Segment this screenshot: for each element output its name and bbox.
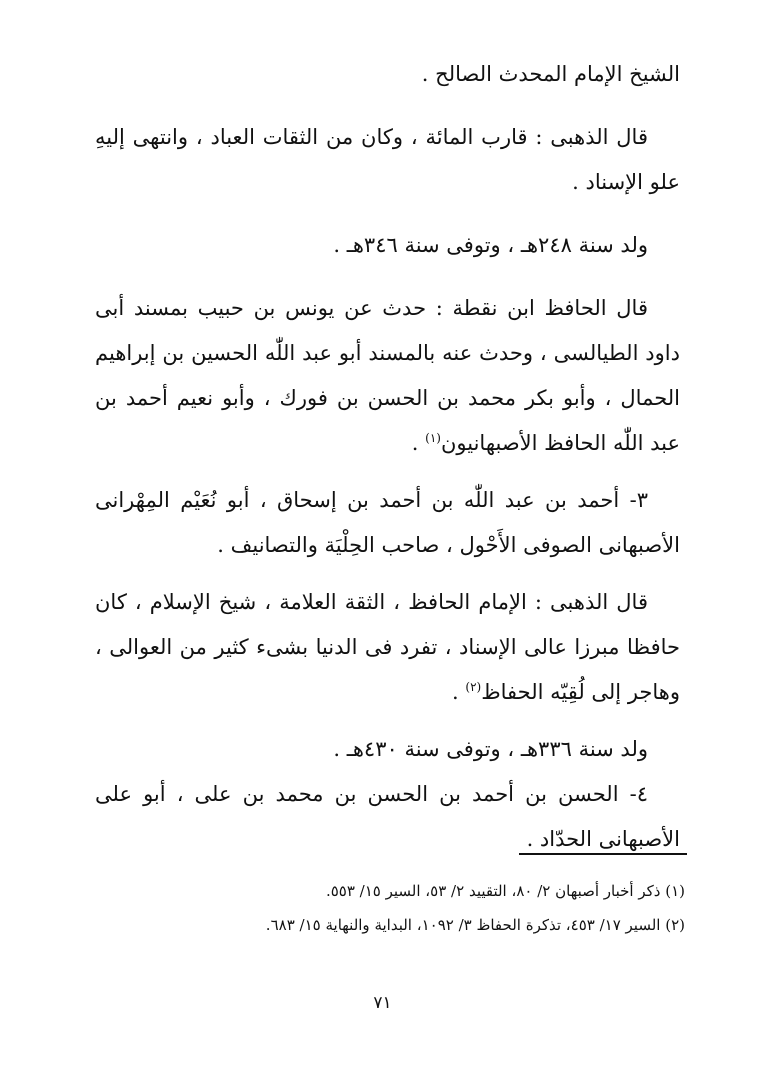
- page-number: ٧١: [373, 993, 392, 1013]
- paragraph-3: [95, 223, 680, 268]
- paragraph-1-text: الشيخ الإمام المحدث الصالح .: [421, 62, 680, 86]
- paragraph-8: [95, 772, 680, 862]
- paragraph-7: [95, 727, 680, 772]
- footnotes: [100, 874, 685, 942]
- footnote-2: (٢) السير ١٧/ ٤٥٣، تذكرة الحفاظ ٣/ ١٠٩٢، البداية والنهاية ١٥/ ٦٨٣.: [265, 916, 685, 934]
- footnote-ref-1[interactable]: (١): [425, 431, 441, 445]
- paragraph-6-tail: .: [452, 680, 466, 704]
- paragraph-4-tail: .: [411, 431, 426, 455]
- paragraph-5-text: ٣- أحمد بن عبد اللّٰه بن أحمد بن إسحاق ، أبو نُعَيْم المِهْرانى الأصبهانى الصوفى الأَحْول ، صاحب الحِلْيَة والتصانيف .: [95, 488, 680, 557]
- paragraph-2-text: قال الذهبى : قارب المائة ، وكان من الثقات العباد ، وانتهى إليهِ علو الإسناد .: [95, 125, 680, 194]
- paragraph-3-text: ولد سنة ٢٤٨هـ ، وتوفى سنة ٣٤٦هـ .: [333, 233, 648, 257]
- paragraph-8-text: ٤- الحسن بن أحمد بن الحسن بن محمد بن على ، أبو على الأصبهانى الحدّاد .: [95, 782, 680, 851]
- paragraph-5: [95, 478, 680, 568]
- paragraph-6: [95, 580, 680, 715]
- paragraph-2: [95, 115, 680, 205]
- paragraph-4: [95, 286, 680, 466]
- main-text: [95, 52, 680, 862]
- paragraph-4-text: قال الحافظ ابن نقطة : حدث عن يونس بن حبيب بمسند أبى داود الطيالسى ، وحدث عنه بالمسند أبو عبد اللّٰه الحسين بن إبراهيم الحمال ، وأبو بكر محمد بن الحسن بن فورك ، وأبو نعيم أحمد بن عبد اللّٰه الحافظ الأصبهانيون: [95, 296, 680, 455]
- footnote-ref-2[interactable]: (٢): [465, 680, 482, 694]
- paragraph-7-text: ولد سنة ٣٣٦هـ ، وتوفى سنة ٤٣٠هـ .: [333, 737, 648, 761]
- footnote-separator: [519, 853, 687, 855]
- paragraph-1: [95, 52, 680, 97]
- paragraph-6-text: قال الذهبى : الإمام الحافظ ، الثقة العلامة ، شيخ الإسلام ، كان حافظا مبرزا عالى الإسناد ، تفرد فى الدنيا بشىء كثير من العوالى ، وهاجر إلى لُقِيّه الحفاظ: [95, 590, 680, 704]
- footnote-1: (١) ذكر أخبار أصبهان ٢/ ٨٠، التقييد ٢/ ٥٣، السير ١٥/ ٥٥٣.: [325, 882, 685, 900]
